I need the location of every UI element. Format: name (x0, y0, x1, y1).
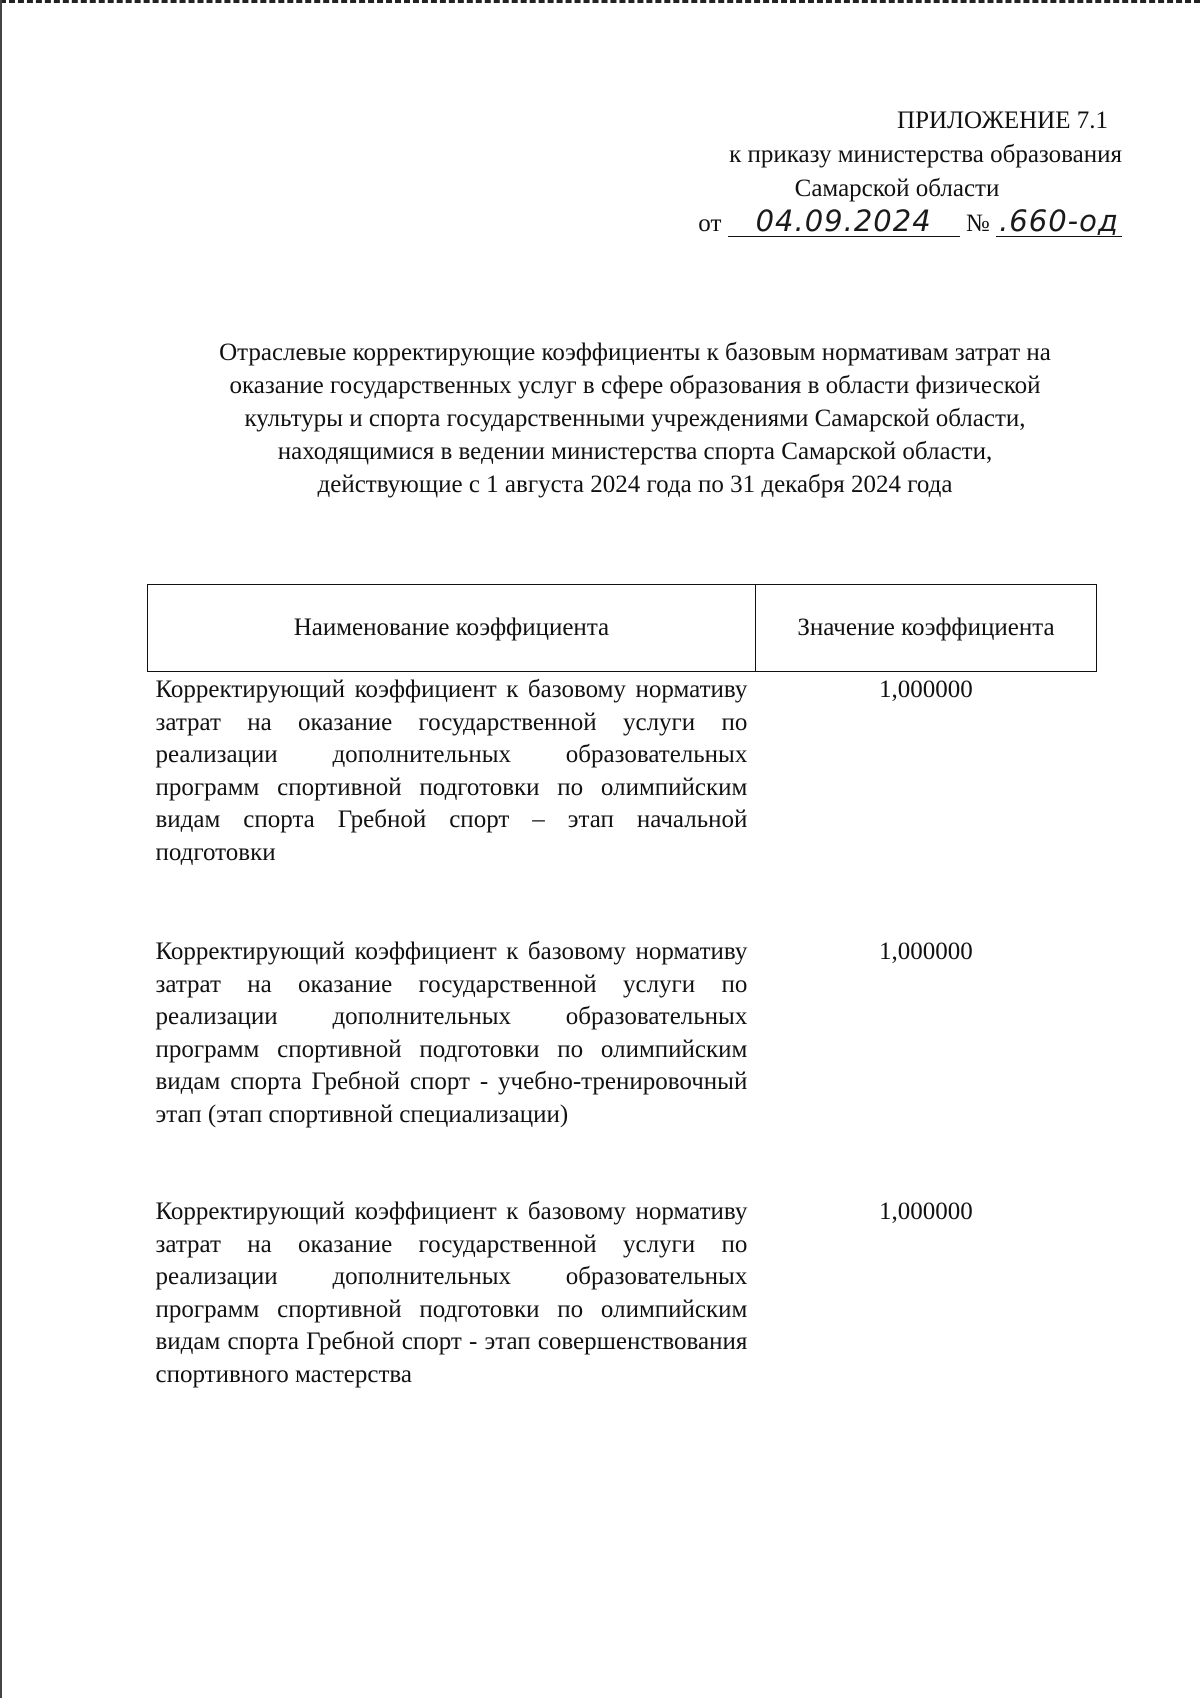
coefficients-table (147, 584, 1097, 1436)
page-left-border (0, 0, 2, 1698)
appendix-date-number-line (602, 206, 1122, 244)
coefficient-name: Корректирующий коэффициент к базовому нормативу затрат на оказание государственной услуги по реализации дополнительных образовательных программ спортивной подготовки по олимпийским видам спорта Гребной спорт – этап начальной подготовки (155, 676, 748, 866)
document-heading (150, 336, 1120, 501)
header-coefficient-name: Наименование коэффициента (148, 585, 756, 672)
heading-line: оказание государственных услуг в сфере образования в области физической (229, 372, 1041, 399)
heading-line: Отраслевые корректирующие коэффициенты к базовым нормативам затрат на (219, 339, 1051, 366)
header-coefficient-value: Значение коэффициента (755, 585, 1096, 672)
coefficient-name: Корректирующий коэффициент к базовому нормативу затрат на оказание государственной услуги по реализации дополнительных образовательных программ спортивной подготовки по олимпийским видам спорта Гребной спорт - этап совершенствования спортивного мастерства (155, 1198, 748, 1388)
table-header-row (148, 585, 1097, 672)
appendix-order-ref: к приказу министерства образования (729, 141, 1122, 168)
appendix-region: Самарской области (794, 175, 1000, 202)
heading-line: действующие с 1 августа 2024 года по 31 декабря 2024 года (317, 471, 953, 498)
heading-line: находящимися в ведении министерства спорта Самарской области, (277, 438, 993, 465)
table-row (148, 1194, 1097, 1436)
number-prefix: № (965, 210, 990, 237)
coefficient-value: 1,000000 (879, 676, 973, 703)
coefficient-value: 1,000000 (879, 938, 973, 965)
date-prefix: от (698, 210, 722, 237)
page-top-border (0, 0, 1200, 3)
handwritten-date: 04.09.2024 (728, 206, 960, 237)
coefficient-name: Корректирующий коэффициент к базовому нормативу затрат на оказание государственной услуги по реализации дополнительных образовательных программ спортивной подготовки по олимпийским видам спорта Гребной спорт - учебно-тренировочный этап (этап спортивной специализации) (155, 938, 748, 1128)
table-row (148, 672, 1097, 935)
appendix-title: ПРИЛОЖЕНИЕ 7.1 (897, 107, 1108, 134)
heading-line: культуры и спорта государственными учреждениями Самарской области, (244, 405, 1026, 432)
coefficient-value: 1,000000 (879, 1198, 973, 1225)
handwritten-number: .660-од (996, 206, 1122, 237)
table-row (148, 934, 1097, 1194)
appendix-block (602, 104, 1122, 244)
